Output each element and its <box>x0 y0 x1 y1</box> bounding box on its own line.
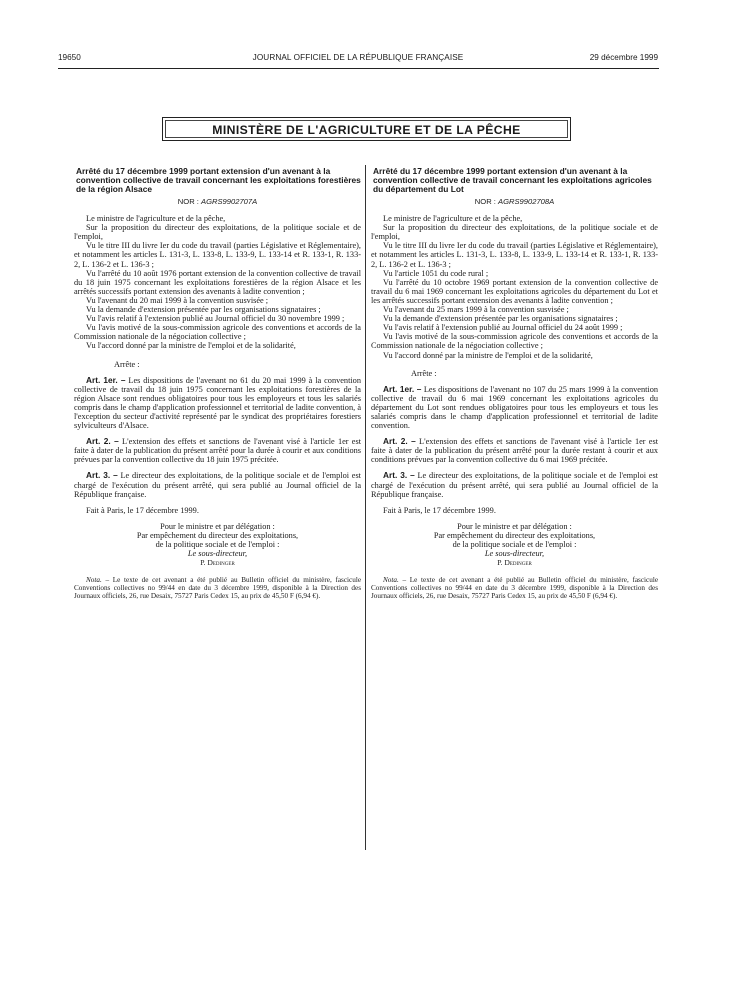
visa-paragraph: Sur la proposition du directeur des exploitations, de la politique sociale et de l'emploi, <box>371 223 658 242</box>
arrete-alsace <box>74 167 361 600</box>
signature-title: Le sous-directeur, <box>484 549 545 559</box>
visa-paragraph: Sur la proposition du directeur des exploitations, de la politique sociale et de l'emploi, <box>74 223 361 242</box>
visa-paragraph: Vu l'avis motivé de la sous-commission agricole des conventions et accords de la Commission nationale de la négociation collective ; <box>74 323 361 342</box>
article-text: Les dispositions de l'avenant no 107 du 25 mars 1999 à la convention collective de travail du 6 mai 1969 concernant les exploitations agricoles du département du Lot sont rendues obligatoires pour tous les employeurs et tous les salariés compris dans le champ d'application professionnel et territorial de ladite convention. <box>371 384 659 431</box>
visa-paragraph: Le ministre de l'agriculture et de la pêche, <box>383 214 523 224</box>
journal-title: JOURNAL OFFICIEL DE LA RÉPUBLIQUE FRANÇAISE <box>252 53 464 62</box>
article-label: Art. 2. – <box>86 436 119 447</box>
nota-text: Le texte de cet avenant a été publié au Bulletin officiel du ministère, fascicule Conventions collectives no 99/44 en date du 3 décembre 1999, disponible à la Direction des Journaux officiels, 26, rue Desaix, 75727 Paris Cedex 15, au prix de 45,50 F (6,94 €). <box>74 576 362 601</box>
visa-paragraph: Vu la demande d'extension présentée par les organisations signataires ; <box>86 305 321 315</box>
visa-paragraph: Vu l'avis relatif à l'extension publié au Journal officiel du 30 novembre 1999 ; <box>86 314 345 324</box>
article-2 <box>74 437 361 464</box>
visa-paragraph: Vu l'article 1051 du code rural ; <box>383 268 489 278</box>
signatory-name: P. Dedinger <box>200 558 235 568</box>
page-number: 19650 <box>58 53 81 62</box>
visa-paragraph: Vu l'accord donné par la ministre de l'emploi et de la solidarité, <box>383 350 593 360</box>
arrete-lot <box>371 167 658 600</box>
article-3 <box>371 471 658 498</box>
visa-paragraph: Vu le titre III du livre Ier du code du travail (parties Législative et Réglementaire), et notamment les articles L. 131-3, L. 133-8, L. 133-9, L. 133-14 et R. 133-1, R. 133-2, L. 136-2 et L. 136-3 ; <box>74 241 361 269</box>
signature-title: Le sous-directeur, <box>187 549 248 559</box>
signature-line: Pour le ministre et par délégation : <box>160 521 275 531</box>
signatory-name: P. Dedinger <box>497 558 532 568</box>
article-text: L'extension des effets et sanctions de l'avenant visé à l'article 1er est faite à dater de la publication du présent arrêté pour la durée restant à courir et aux conditions prévues par la convention collective du 6 mai 1969 précitée. <box>371 437 658 465</box>
nor-label: NOR : <box>474 197 496 206</box>
nor-reference <box>74 197 361 206</box>
visa-paragraph: Vu l'arrêté du 10 août 1976 portant extension de la convention collective de travail du 18 juin 1975 concernant les exploitations forestières de la région Alsace et les arrêtés successifs portant extension des avenants à ladite convention ; <box>74 268 361 296</box>
visa-paragraph: Vu l'avis relatif à l'extension publié au Journal officiel du 24 août 1999 ; <box>383 323 623 333</box>
visa-paragraph: Vu l'avis motivé de la sous-commission agricole des conventions et accords de la Commission nationale de la négociation collective ; <box>371 332 658 351</box>
signature-line: Par empêchement du directeur des exploitations, <box>136 530 299 540</box>
signature-line: de la politique sociale et de l'emploi : <box>452 540 577 549</box>
signature-line: de la politique sociale et de l'emploi : <box>155 540 280 549</box>
article-2 <box>371 437 658 464</box>
article-label: Art. 2. – <box>383 436 416 447</box>
fait-a-paris: Fait à Paris, le 17 décembre 1999. <box>383 505 496 515</box>
nota-text: Le texte de cet avenant a été publié au Bulletin officiel du ministère, fascicule Conventions collectives no 99/44 en date du 3 décembre 1999, disponible à la Direction des Journaux officiels, 26, rue Desaix, 75727 Paris Cedex 15, au prix de 45,50 F (6,94 €). <box>371 576 659 601</box>
visa-paragraph: Le ministre de l'agriculture et de la pêche, <box>86 214 226 224</box>
nor-label: NOR : <box>177 197 199 206</box>
article-label: Art. 3. – <box>383 470 415 481</box>
article-text: Le directeur des exploitations, de la politique sociale et de l'emploi est chargé de l'exécution du présent arrêté, qui sera publié au Journal officiel de la République française. <box>74 471 361 499</box>
visa-paragraph: Vu l'arrêté du 10 octobre 1969 portant extension de la convention collective de travail du 6 mai 1969 concernant les exploitations agricoles du département du Lot et les arrêtés successifs portant extension des avenants à ladite convention ; <box>371 277 658 305</box>
nota <box>74 576 361 600</box>
signature-line: Par empêchement du directeur des exploitations, <box>433 530 596 540</box>
nota <box>371 576 658 600</box>
header-rule <box>58 68 659 69</box>
nor-code: AGRS9902707A <box>201 197 258 206</box>
fait-a-paris: Fait à Paris, le 17 décembre 1999. <box>86 505 199 515</box>
article-1 <box>371 385 658 430</box>
arrete-word: Arrête : <box>114 359 140 369</box>
visa-paragraph: Vu la demande d'extension présentée par les organisations signataires ; <box>383 314 618 324</box>
issue-date: 29 décembre 1999 <box>589 53 658 62</box>
visa-paragraph: Vu l'avenant du 20 mai 1999 à la convention susvisée ; <box>86 295 269 305</box>
article-3 <box>74 471 361 498</box>
article-label: Art. 3. – <box>86 470 118 481</box>
article-text: L'extension des effets et sanctions de l'avenant visé à l'article 1er est faite à dater de la publication du présent arrêté pour la durée à courir et aux conditions prévues par la convention collective du 18 juin 1975 précitée. <box>74 437 361 465</box>
ministry-title: MINISTÈRE DE L'AGRICULTURE ET DE LA PÊCHE <box>212 123 521 137</box>
nota-label: Nota. – <box>86 576 110 585</box>
visa-paragraph: Vu l'avenant du 25 mars 1999 à la convention susvisée ; <box>383 305 569 315</box>
column-divider <box>365 165 366 850</box>
arrete-title: Arrêté du 17 décembre 1999 portant extension d'un avenant à la convention collective de travail concernant les exploitations agricoles du département du Lot <box>373 166 652 194</box>
article-text: Le directeur des exploitations, de la politique sociale et de l'emploi est chargé de l'exécution du présent arrêté, qui sera publié au Journal officiel de la République française. <box>371 471 658 499</box>
visa-paragraph: Vu l'accord donné par la ministre de l'emploi et de la solidarité, <box>86 341 296 351</box>
visa-paragraph: Vu le titre III du livre Ier du code du travail (parties Législative et Réglementaire), et notamment les articles L. 131-3, L. 133-8, L. 133-9, L. 133-14 et R. 133-1, R. 133-2, L. 136-2 et L. 136-3 ; <box>371 241 658 269</box>
page-header <box>58 53 658 67</box>
nor-reference <box>371 197 658 206</box>
article-label: Art. 1er. – <box>86 374 126 385</box>
arrete-title: Arrêté du 17 décembre 1999 portant extension d'un avenant à la convention collective de travail concernant les exploitations forestières de la région Alsace <box>76 166 361 194</box>
ministry-heading-box <box>162 117 571 141</box>
article-1 <box>74 376 361 431</box>
article-label: Art. 1er. – <box>383 383 422 394</box>
nota-label: Nota. – <box>383 576 407 585</box>
arrete-word: Arrête : <box>411 368 437 378</box>
signature-line: Pour le ministre et par délégation : <box>457 521 572 531</box>
article-text: Les dispositions de l'avenant no 61 du 20 mai 1999 à la convention collective de travail du 18 juin 1975 concernant les exploitations forestières de la région Alsace sont rendues obligatoires pour tous les employeurs et tous les salariés compris dans le champ d'application professionnel et territorial de ladite convention, à l'exception du secteur d'activité représenté par le syndicat des propriétaires forestiers sylviculteurs d'Alsace. <box>74 375 361 431</box>
nor-code: AGRS9902708A <box>498 197 555 206</box>
